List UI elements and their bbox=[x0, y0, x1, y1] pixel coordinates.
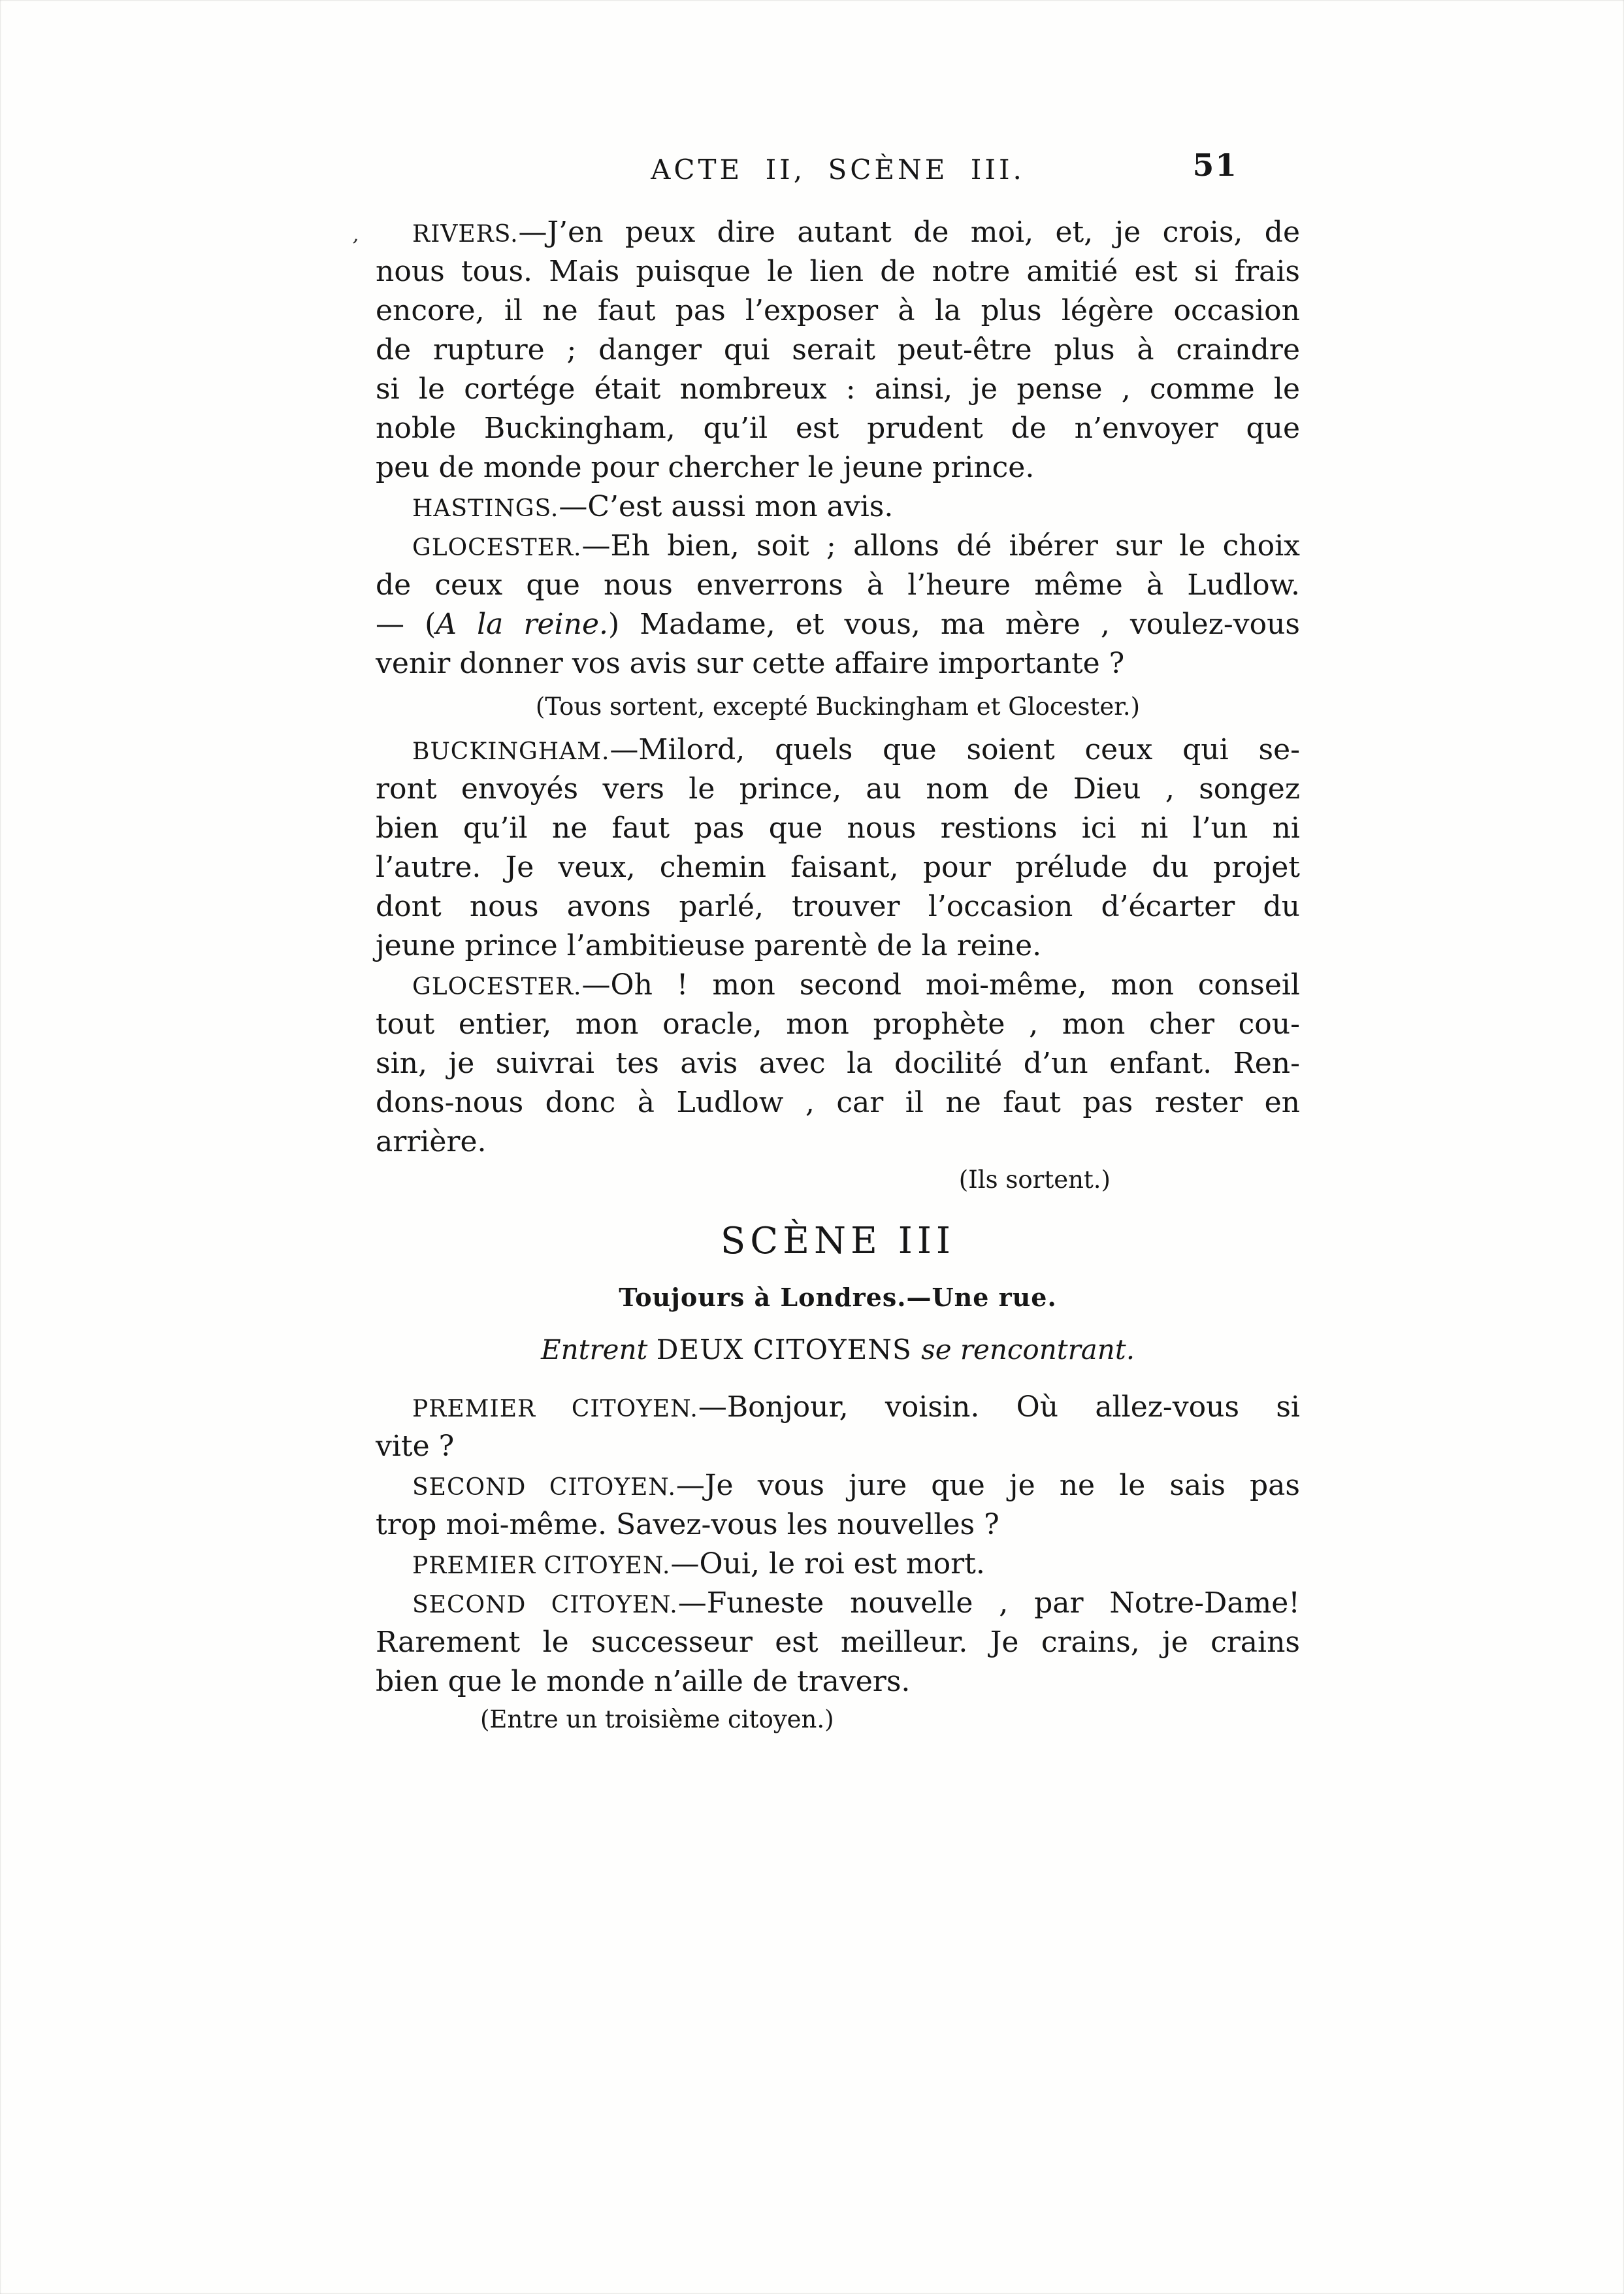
text-line bbox=[376, 409, 1300, 448]
text-line bbox=[376, 644, 1300, 683]
text-line bbox=[376, 1388, 1300, 1427]
speaker-name: SECOND CITOYEN. bbox=[412, 1592, 678, 1618]
text-blocks bbox=[351, 213, 1301, 1738]
margin-artifact: , bbox=[351, 223, 362, 247]
text-line bbox=[376, 887, 1300, 926]
text-run: dont nous avons parlé, trouver l’occasion d’écarter du bbox=[376, 890, 1300, 923]
text-line bbox=[376, 1505, 1300, 1545]
text-run: noble Buckingham, qu’il est prudent de n’envoyer que bbox=[376, 412, 1300, 445]
scene-entrance bbox=[376, 1332, 1300, 1368]
text-line bbox=[376, 527, 1300, 566]
text-line bbox=[376, 730, 1300, 770]
text-line bbox=[376, 252, 1300, 291]
text-line bbox=[376, 809, 1300, 848]
text-line bbox=[376, 566, 1300, 605]
text-run: jeune prince l’ambitieuse parentè de la reine. bbox=[376, 929, 1042, 962]
text-line bbox=[376, 1005, 1300, 1044]
text-run: l’autre. Je veux, chemin faisant, pour prélude du projet bbox=[376, 851, 1300, 884]
stage-direction-exit-all bbox=[376, 689, 1300, 725]
speaker-name: BUCKINGHAM. bbox=[412, 738, 610, 765]
dialogue-rivers bbox=[351, 213, 1300, 487]
text-line bbox=[376, 331, 1300, 370]
text-run: Toujours à Londres.—Une rue. bbox=[619, 1283, 1057, 1312]
text-run: venir donner vos avis sur cette affaire importante ? bbox=[376, 647, 1125, 680]
text-run: SCÈNE III bbox=[720, 1220, 956, 1262]
text-run: (Ils sortent.) bbox=[958, 1166, 1111, 1194]
page-number: 51 bbox=[1192, 148, 1238, 184]
dialogue-glocester-2 bbox=[376, 966, 1300, 1162]
caps-run: DEUX CITOYENS bbox=[656, 1334, 922, 1366]
text-line bbox=[376, 370, 1300, 409]
scene-location bbox=[376, 1281, 1300, 1315]
text-line bbox=[376, 1545, 1300, 1584]
text-run: —Oh ! mon second moi-même, mon conseil bbox=[581, 968, 1300, 1002]
text-line bbox=[376, 926, 1300, 966]
text-run: vite ? bbox=[376, 1430, 455, 1463]
italic-run: A la reine. bbox=[436, 608, 608, 641]
text-run: —Oui, le roi est mort. bbox=[670, 1547, 985, 1581]
dialogue-glocester-1 bbox=[376, 527, 1300, 683]
text-run: tout entier, mon oracle, mon prophète , mon cher cou- bbox=[376, 1008, 1300, 1041]
text-run: si le cortége était nombreux : ainsi, je pense , comme le bbox=[376, 372, 1300, 406]
text-line bbox=[376, 291, 1300, 331]
italic-run: se rencontrant. bbox=[921, 1334, 1135, 1366]
text-run: —Je vous jure que je ne le sais pas bbox=[675, 1469, 1300, 1502]
text-run: —Funeste nouvelle , par Notre-Dame! bbox=[677, 1586, 1300, 1620]
text-run: —Eh bien, soit ; allons dé ibérer sur le choix bbox=[581, 529, 1300, 563]
italic-run: Entrent bbox=[540, 1334, 657, 1366]
speaker-name: SECOND CITOYEN. bbox=[412, 1474, 676, 1501]
text-run: dons-nous donc à Ludlow , car il ne faut pas rester en bbox=[376, 1086, 1300, 1119]
speaker-name: RIVERS. bbox=[412, 221, 519, 248]
text-run: —J’en peux dire autant de moi, et, je crois, de bbox=[518, 216, 1300, 249]
text-line bbox=[376, 1584, 1300, 1623]
text-column bbox=[351, 148, 1301, 1738]
text-run: (Entre un troisième citoyen.) bbox=[480, 1705, 834, 1733]
speaker-name: PREMIER CITOYEN. bbox=[412, 1396, 698, 1422]
dialogue-premier-citoyen-1 bbox=[376, 1388, 1300, 1466]
text-run: —C’est aussi mon avis. bbox=[559, 490, 894, 523]
text-line bbox=[376, 1662, 1300, 1701]
text-run: (Tous sortent, excepté Buckingham et Glocester.) bbox=[535, 693, 1141, 721]
speaker-name: PREMIER CITOYEN. bbox=[412, 1552, 671, 1579]
text-line bbox=[376, 1427, 1300, 1466]
text-run: —Bonjour, voisin. Où allez-vous si bbox=[698, 1390, 1301, 1424]
text-line bbox=[351, 213, 1300, 252]
dialogue-buckingham bbox=[376, 730, 1300, 966]
text-run: — ( bbox=[376, 608, 436, 641]
text-run: ) Madame, et vous, ma mère , voulez-vous bbox=[608, 608, 1300, 641]
text-run: sin, je suivrai tes avis avec la docilité d’un enfant. Ren- bbox=[376, 1047, 1300, 1080]
text-run: ront envoyés vers le prince, au nom de Dieu , songez bbox=[376, 772, 1300, 806]
text-run: de rupture ; danger qui serait peut-être plus à craindre bbox=[376, 333, 1300, 367]
text-run: arrière. bbox=[376, 1125, 487, 1158]
text-line bbox=[376, 1122, 1300, 1162]
text-line bbox=[376, 1623, 1300, 1662]
running-header bbox=[376, 150, 1300, 189]
text-run: bien que le monde n’aille de travers. bbox=[376, 1665, 911, 1698]
text-line bbox=[376, 1083, 1300, 1122]
speaker-name: GLOCESTER. bbox=[412, 534, 582, 561]
stage-direction-they-exit bbox=[376, 1162, 1300, 1198]
text-line bbox=[376, 487, 1300, 527]
stage-direction-third-citizen bbox=[376, 1701, 1300, 1738]
text-line bbox=[376, 848, 1300, 887]
text-run: peu de monde pour chercher le jeune prince. bbox=[376, 451, 1035, 484]
speaker-name: HASTINGS. bbox=[412, 495, 559, 522]
running-header-title: ACTE II, SCÈNE III. bbox=[651, 154, 1025, 186]
text-run: bien qu’il ne faut pas que nous restions ici ni l’un ni bbox=[376, 811, 1300, 845]
text-run: Rarement le successeur est meilleur. Je crains, je crains bbox=[376, 1626, 1300, 1659]
text-line bbox=[376, 966, 1300, 1005]
text-line bbox=[376, 1466, 1300, 1505]
text-run: encore, il ne faut pas l’exposer à la plus légère occasion bbox=[376, 294, 1300, 327]
dialogue-premier-citoyen-2 bbox=[376, 1545, 1300, 1584]
text-line bbox=[376, 1044, 1300, 1083]
speaker-name: GLOCESTER. bbox=[412, 974, 582, 1000]
text-line bbox=[376, 770, 1300, 809]
dialogue-second-citoyen-2 bbox=[376, 1584, 1300, 1701]
text-run: nous tous. Mais puisque le lien de notre amitié est si frais bbox=[376, 255, 1300, 288]
text-line bbox=[376, 605, 1300, 644]
text-run: trop moi-même. Savez-vous les nouvelles ? bbox=[376, 1508, 999, 1541]
text-run: de ceux que nous enverrons à l’heure même à Ludlow. bbox=[376, 568, 1300, 602]
text-run: —Milord, quels que soient ceux qui se- bbox=[609, 733, 1300, 766]
scene-heading bbox=[376, 1218, 1300, 1265]
dialogue-hastings bbox=[376, 487, 1300, 527]
dialogue-second-citoyen-1 bbox=[376, 1466, 1300, 1545]
text-line bbox=[376, 448, 1300, 487]
